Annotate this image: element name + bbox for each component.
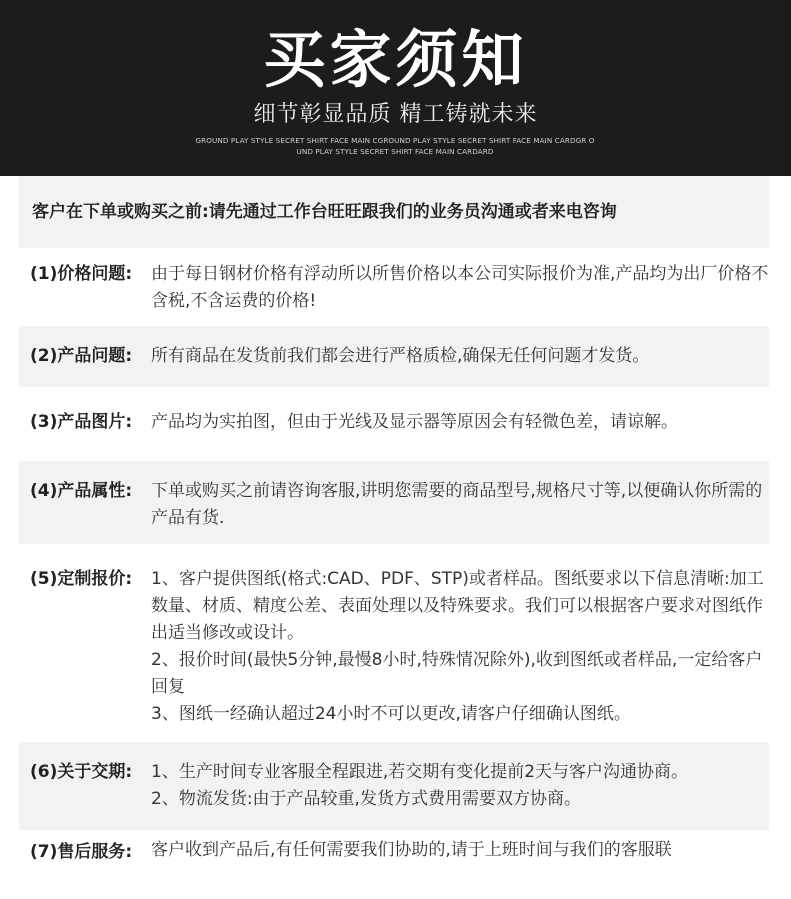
page-subtitle: 细节彰显品质 精工铸就未来 <box>253 102 538 127</box>
notice-line: 由于每日钢材价格有浮动所以所售价格以本公司实际报价为准,产品均为出厂价格不含税,不含运费的价格! <box>151 264 769 311</box>
notice-label: (6)关于交期: <box>30 762 133 782</box>
notice-line: 下单或购买之前请咨询客服,讲明您需要的商品型号,规格尺寸等,以便确认你所需的产品有货. <box>151 481 763 528</box>
notice-label: (1)价格问题: <box>30 264 133 284</box>
notice-label: (3)产品图片: <box>30 412 133 432</box>
header-banner <box>0 0 791 176</box>
notice-line: 所有商品在发货前我们都会进行严格质检,确保无任何问题才发货。 <box>151 346 650 366</box>
notice-line: 1、生产时间专业客服全程跟进,若交期有变化提前2天与客户沟通协商。 <box>151 762 689 782</box>
notice-label: (2)产品问题: <box>30 346 133 366</box>
notice-text <box>151 261 771 315</box>
page-title: 买家须知 <box>263 23 528 96</box>
notice-item-custom-quote <box>19 544 769 742</box>
notice-label: (4)产品属性: <box>30 481 133 501</box>
notice-item-product <box>19 326 769 387</box>
notice-text <box>151 837 771 864</box>
notice-item-after-sales <box>19 830 769 899</box>
notice-text <box>151 478 771 532</box>
notice-line: 1、客户提供图纸(格式:CAD、PDF、STP)或者样品。图纸要求以下信息清晰:加工数量、材质、精度公差、表面处理以及特殊要求。我们可以根据客户要求对图纸作出适当修改或设计。 <box>151 569 764 643</box>
notice-line: 2、物流发货:由于产品较重,发货方式费用需要双方协商。 <box>151 789 581 809</box>
notice-item-delivery <box>19 742 769 830</box>
notice-text <box>151 566 771 728</box>
notice-item-attributes <box>19 461 769 544</box>
notice-line: 客户收到产品后,有任何需要我们协助的,请于上班时间与我们的客服联 <box>151 840 672 860</box>
notice-text <box>151 343 771 370</box>
notice-label: (5)定制报价: <box>30 569 133 589</box>
notice-line: 产品均为实拍图，但由于光线及显示器等原因会有轻微色差，请谅解。 <box>151 412 678 432</box>
decorative-tagline: GROUND PLAY STYLE SECRET SHIRT FACE MAIN CGROUND PLAY STYLE SECRET SHIRT FACE MAIN CARDGR OUND PLAY STYLE SECRET SHIRT FACE MAIN CARDARD <box>195 136 595 156</box>
notice-item-images <box>19 387 769 461</box>
notice-text <box>151 759 771 813</box>
notice-line: 2、报价时间(最快5分钟,最慢8小时,特殊情况除外),收到图纸或者样品,一定给客户回复 <box>151 650 763 697</box>
notice-item-price <box>19 248 769 326</box>
notice-text <box>151 409 771 436</box>
notice-line: 3、图纸一经确认超过24小时不可以更改,请客户仔细确认图纸。 <box>151 704 631 724</box>
intro-notice: 客户在下单或购买之前:请先通过工作台旺旺跟我们的业务员沟通或者来电咨询 <box>19 176 769 248</box>
notice-label: (7)售后服务: <box>30 842 133 862</box>
